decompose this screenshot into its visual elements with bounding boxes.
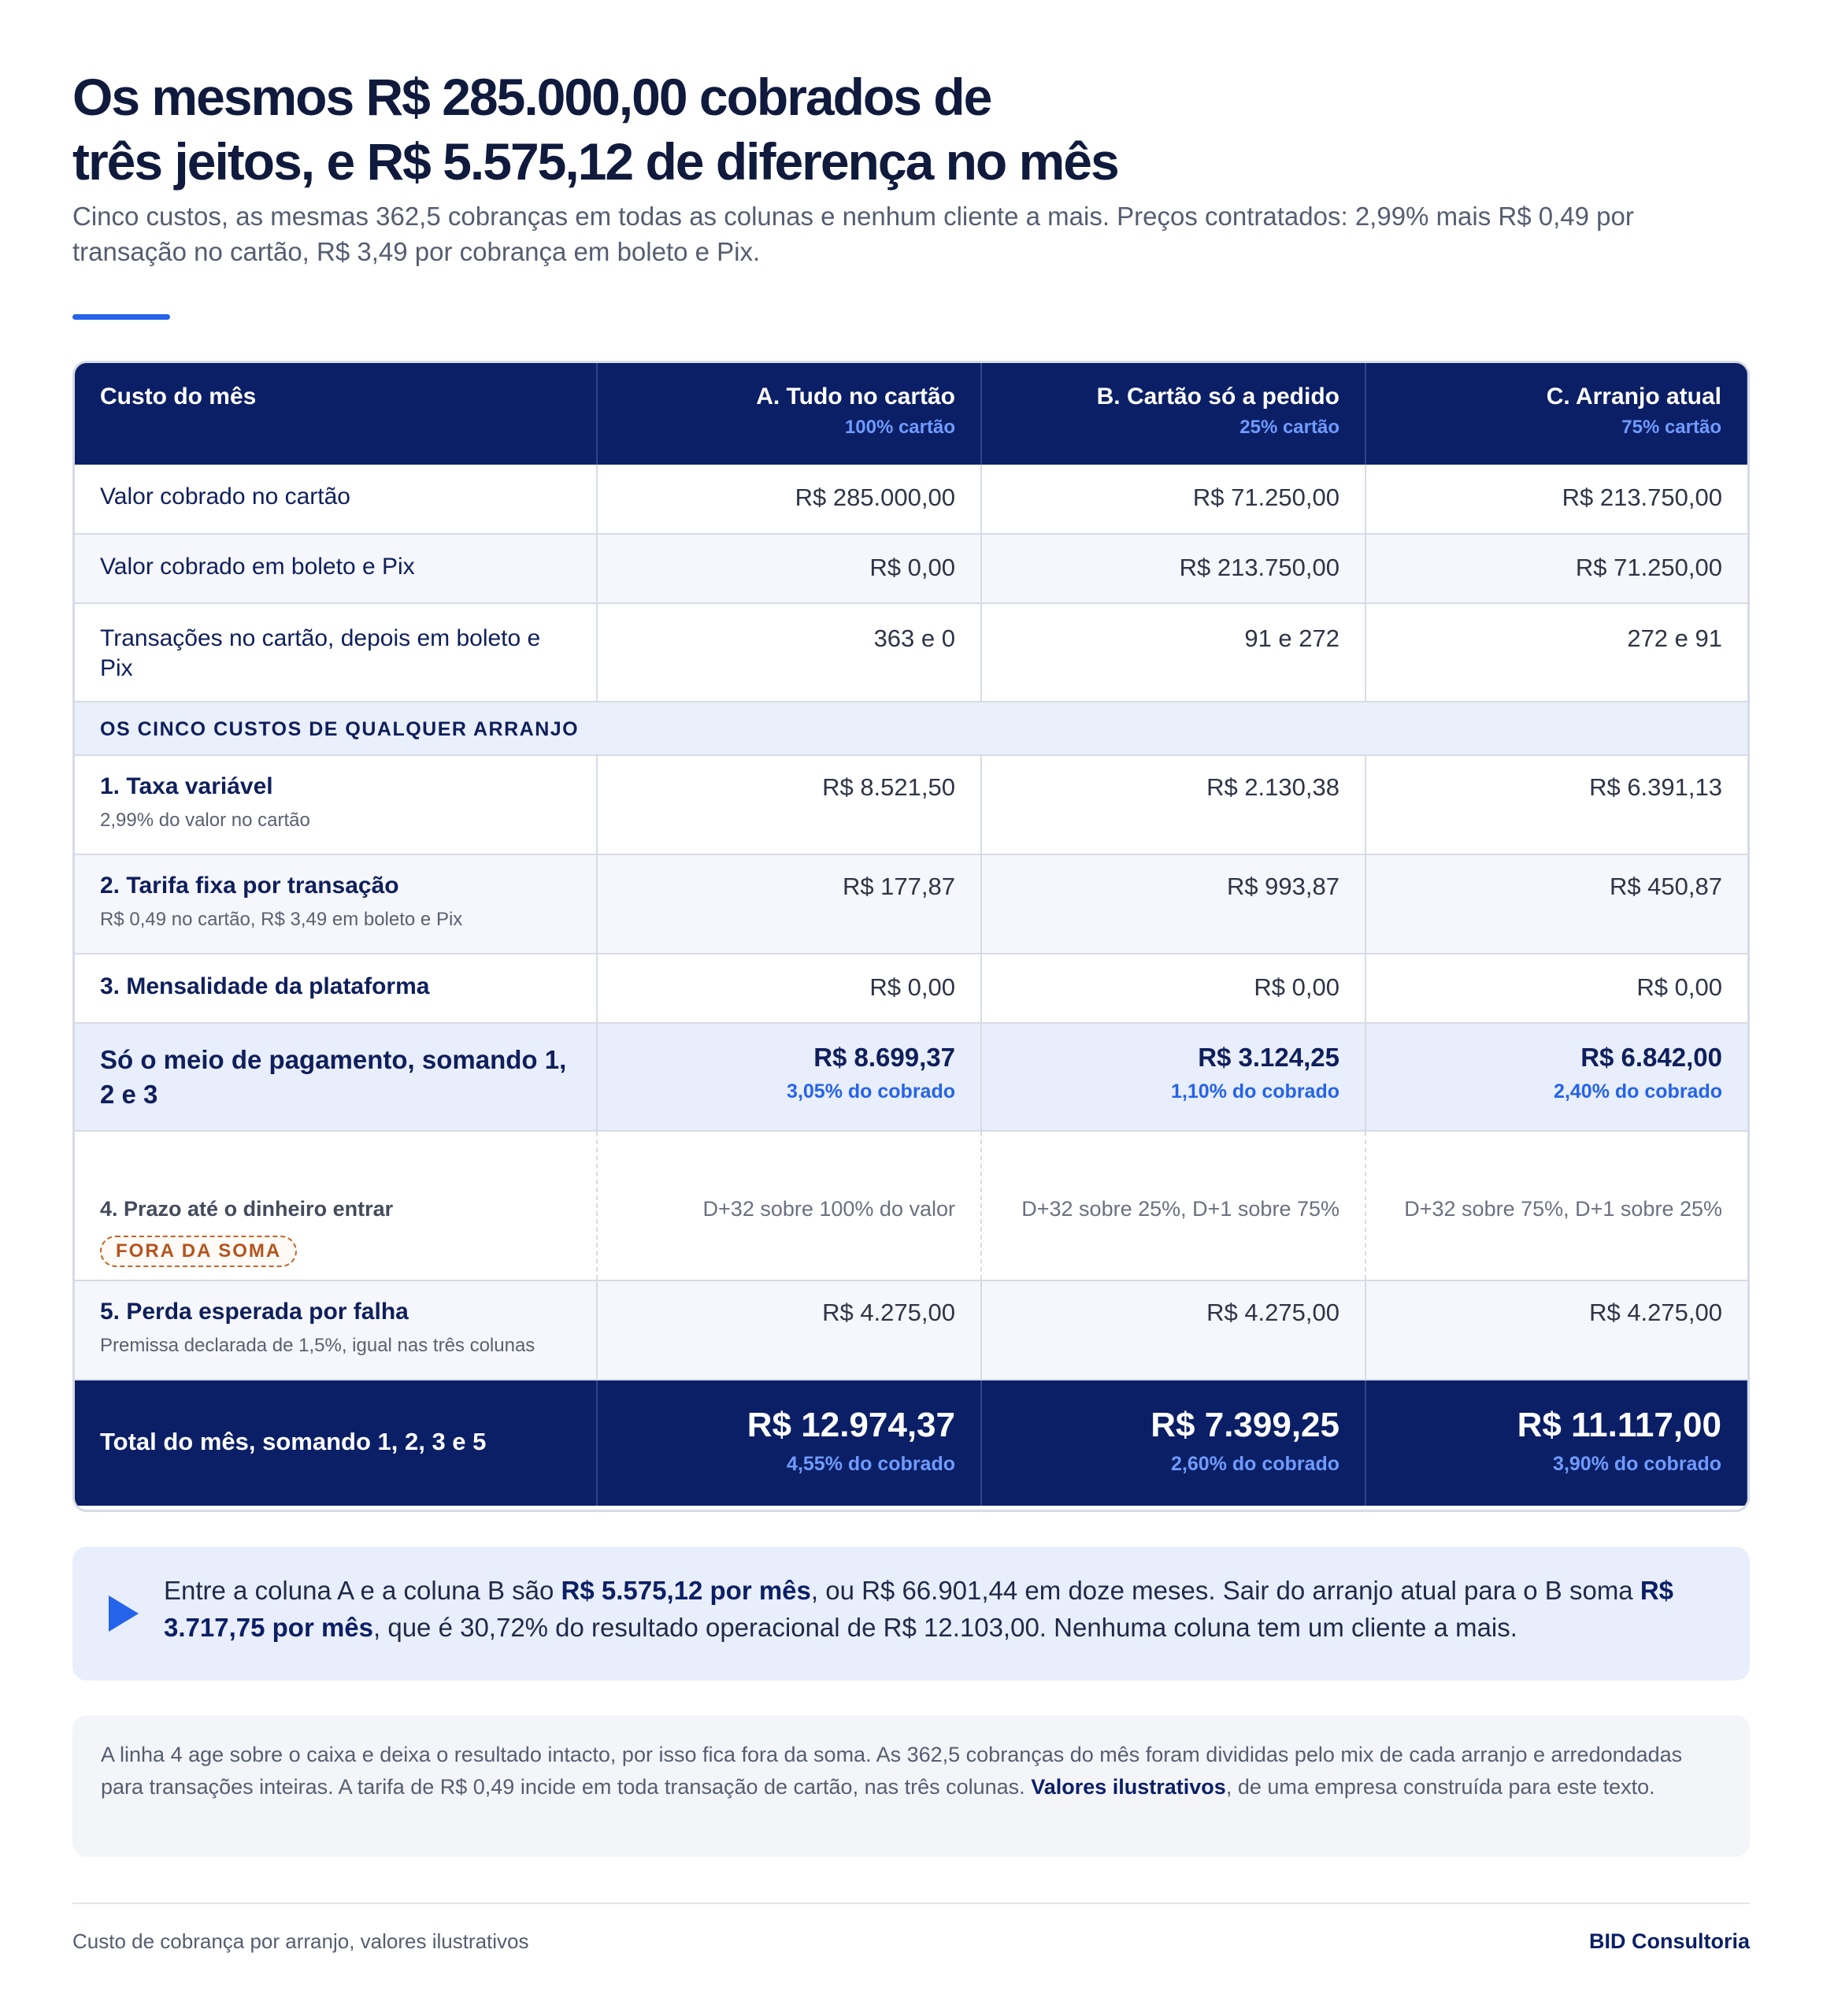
cell-value: R$ 0,00 [981, 954, 1365, 1023]
cell-value: R$ 4.275,00 [1365, 1280, 1747, 1380]
subtotal-pct: 2,40% do cobrado [1554, 1080, 1722, 1102]
callout-box [72, 1547, 1750, 1681]
note-text-part: A linha 4 age sobre o caixa e deixa o resultado intacto, por isso fica fora da soma. As 362,5 cobranças do mês foram divididas pelo mix de cada arranjo e arredondadas para transações inteiras. A tarifa de R$ 0,49 incide em toda transação de cartão, nas três colunas. [101, 1743, 1683, 1799]
callout-highlight: R$ 3.717,75 por mês [164, 1576, 1674, 1642]
footer-divider [72, 1903, 1750, 1904]
note-box [72, 1715, 1750, 1857]
cell-value: R$ 450,87 [1365, 854, 1747, 954]
row-label-cell [75, 854, 597, 954]
play-icon [109, 1595, 139, 1632]
callout-text-part: , ou R$ 66.901,44 em doze meses. Sair do arranjo atual para o B soma [810, 1576, 1640, 1605]
cell-value: R$ 213.750,00 [1365, 465, 1747, 534]
note-highlight: Valores ilustrativos [1031, 1775, 1226, 1799]
cell-value: R$ 0,00 [1365, 954, 1747, 1023]
subtotal-row [75, 1023, 1747, 1131]
cell-value: R$ 177,87 [597, 854, 981, 954]
row-label: 1. Taxa variável [100, 773, 273, 799]
row-label: Transações no cartão, depois em boleto e Pix [75, 603, 597, 702]
header-label: Custo do mês [75, 363, 597, 465]
subtotal-cell [1365, 1023, 1747, 1131]
callout-text [164, 1572, 1715, 1646]
total-cell [981, 1380, 1365, 1506]
accent-bar [72, 314, 170, 320]
subtotal-pct: 3,05% do cobrado [787, 1080, 955, 1102]
subtotal-value: R$ 6.842,00 [1580, 1043, 1722, 1072]
row-label: Valor cobrado no cartão [75, 465, 597, 534]
cell-value: R$ 0,00 [597, 954, 981, 1023]
page-title-line-1: Os mesmos R$ 285.000,00 cobrados de [72, 68, 991, 126]
header-col-sub: 100% cartão [844, 417, 955, 438]
cell-value: R$ 71.250,00 [981, 465, 1365, 534]
cell-value: R$ 0,00 [597, 534, 981, 603]
total-cell [597, 1380, 981, 1506]
note-text [101, 1739, 1723, 1803]
row-hint: R$ 0,49 no cartão, R$ 3,49 em boleto e Pix [100, 909, 463, 930]
cell-value: R$ 4.275,00 [597, 1280, 981, 1380]
callout-highlight: R$ 5.575,12 por mês [561, 1576, 811, 1605]
footer-brand: BID Consultoria [1588, 1929, 1750, 1953]
page-subtitle: Cinco custos, as mesmas 362,5 cobranças em todas as colunas e nenhum cliente a mais. Preços contratados: 2,99% mais R$ 0,49 por transação no cartão, R$ 3,49 por cobrança em boleto e Pix. [72, 202, 1634, 266]
term-row [75, 1131, 1747, 1280]
cell-value: R$ 8.521,50 [597, 755, 981, 854]
total-cell [1365, 1380, 1747, 1506]
cell-value: 272 e 91 [1365, 603, 1747, 702]
row-label: 5. Perda esperada por falha [100, 1299, 409, 1325]
row-label-cell [75, 755, 597, 854]
cell-value: D+32 sobre 100% do valor [597, 1131, 981, 1280]
cell-value: R$ 71.250,00 [1365, 534, 1747, 603]
cell-value: D+32 sobre 75%, D+1 sobre 25% [1365, 1131, 1747, 1280]
cost-table [72, 361, 1750, 1512]
cell-value: R$ 213.750,00 [981, 534, 1365, 603]
table-header-row [75, 363, 1747, 465]
row-label: 4. Prazo até o dinheiro entrar [100, 1197, 394, 1221]
cell-value: D+32 sobre 25%, D+1 sobre 75% [981, 1131, 1365, 1280]
total-pct: 3,90% do cobrado [1553, 1453, 1721, 1475]
table-row [75, 465, 1747, 534]
header-col-name: A. Tudo no cartão [756, 384, 955, 410]
total-value: R$ 11.117,00 [1517, 1406, 1721, 1444]
total-pct: 2,60% do cobrado [1171, 1453, 1339, 1475]
total-row [75, 1380, 1747, 1506]
header-col-sub: 75% cartão [1621, 417, 1721, 438]
cell-value: R$ 4.275,00 [981, 1280, 1365, 1380]
outside-sum-badge: FORA DA SOMA [100, 1236, 297, 1267]
section-row [75, 702, 1747, 755]
cell-value: 91 e 272 [981, 603, 1365, 702]
row-label: Valor cobrado em boleto e Pix [75, 534, 597, 603]
cell-value: 363 e 0 [597, 603, 981, 702]
header-col-sub: 25% cartão [1239, 417, 1339, 438]
row-label: 3. Mensalidade da plataforma [100, 973, 430, 999]
cell-value: R$ 285.000,00 [597, 465, 981, 534]
row-hint: 2,99% do valor no cartão [100, 810, 310, 831]
subtotal-pct: 1,10% do cobrado [1171, 1080, 1339, 1102]
page-title [72, 65, 1254, 194]
callout-text-part: , que é 30,72% do resultado operacional de R$ 12.103,00. Nenhuma coluna tem um cliente a mais. [373, 1613, 1517, 1642]
table-row [75, 534, 1747, 603]
header-col-b [981, 363, 1365, 465]
table-row [75, 954, 1747, 1023]
total-label: Total do mês, somando 1, 2, 3 e 5 [75, 1380, 597, 1506]
section-label: OS CINCO CUSTOS DE QUALQUER ARRANJO [75, 702, 1747, 755]
subtotal-value: R$ 8.699,37 [813, 1043, 955, 1072]
total-value: R$ 12.974,37 [747, 1406, 955, 1444]
table-row [75, 1280, 1747, 1380]
row-label-cell [75, 1280, 597, 1380]
footer-caption: Custo de cobrança por arranjo, valores ilustrativos [72, 1929, 529, 1953]
table-row [75, 603, 1747, 702]
total-pct: 4,55% do cobrado [787, 1453, 955, 1475]
subtotal-value: R$ 3.124,25 [1198, 1043, 1339, 1072]
row-label: 2. Tarifa fixa por transação [100, 873, 399, 899]
header-col-a [597, 363, 981, 465]
subtotal-cell [597, 1023, 981, 1131]
page-title-line-2: três jeitos, e R$ 5.575,12 de diferença no mês [72, 132, 1118, 191]
row-hint: Premissa declarada de 1,5%, igual nas três colunas [100, 1335, 535, 1356]
row-label-cell [75, 954, 597, 1023]
table-row [75, 755, 1747, 854]
header-col-name: B. Cartão só a pedido [1096, 384, 1339, 410]
cell-value: R$ 993,87 [981, 854, 1365, 954]
total-value: R$ 7.399,25 [1150, 1406, 1339, 1444]
note-text-part: , de uma empresa construída para este texto. [1225, 1775, 1655, 1799]
cell-value: R$ 2.130,38 [981, 755, 1365, 854]
row-label-cell [75, 1131, 597, 1280]
header-col-name: C. Arranjo atual [1546, 384, 1721, 410]
subtotal-label: Só o meio de pagamento, somando 1, 2 e 3 [75, 1023, 597, 1131]
header-col-c [1365, 363, 1747, 465]
table-row [75, 854, 1747, 954]
subtotal-cell [981, 1023, 1365, 1131]
cell-value: R$ 6.391,13 [1365, 755, 1747, 854]
callout-text-part: Entre a coluna A e a coluna B são [164, 1576, 561, 1605]
